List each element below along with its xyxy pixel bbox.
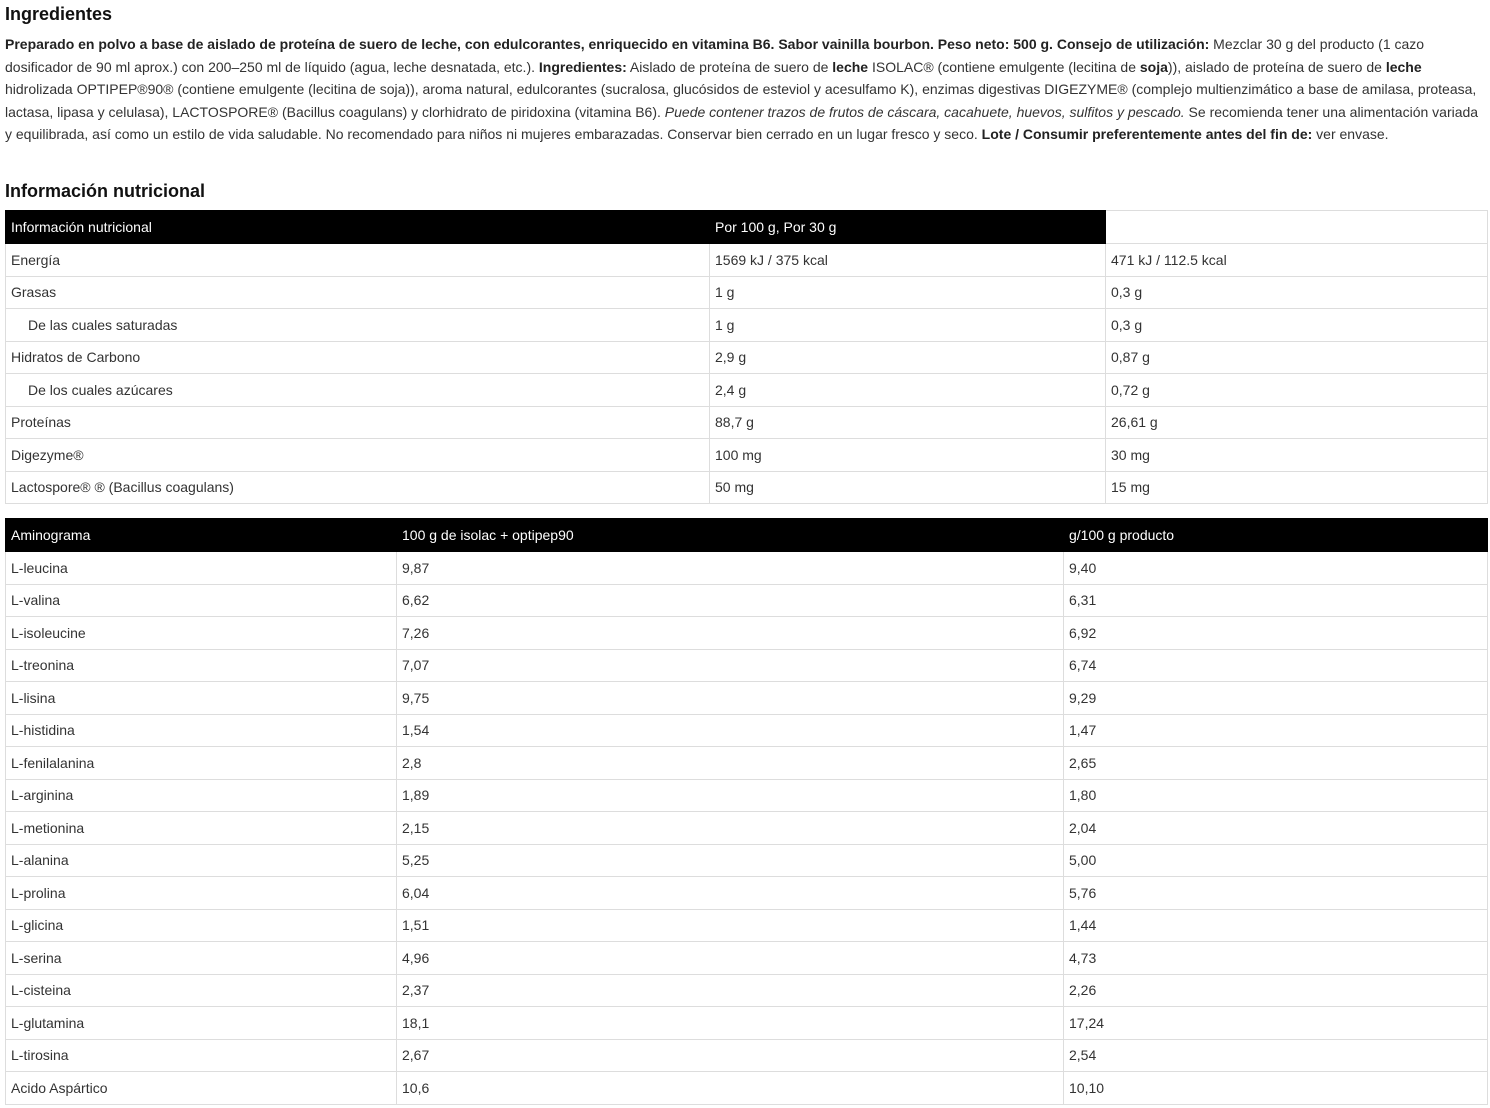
nutrition-header-cell: Información nutricional xyxy=(6,211,710,244)
ingredients-text-segment: Mezclar 30 g del producto (1 cazo dosificador de 90 ml aprox.) con 200–250 ml de líquido (agua, leche desnatada, etc.). xyxy=(5,36,1425,75)
aminogram-row xyxy=(6,714,1488,747)
per-100g-isolac-cell: 1,54 xyxy=(397,714,1064,747)
per-30g-cell: 0,3 g xyxy=(1106,309,1488,342)
per-100g-product-cell: 5,00 xyxy=(1064,844,1488,877)
per-100g-product-cell: 17,24 xyxy=(1064,1007,1488,1040)
nutrition-header-row xyxy=(6,211,1488,244)
per-100g-product-cell: 1,44 xyxy=(1064,909,1488,942)
per-30g-cell: 26,61 g xyxy=(1106,406,1488,439)
per-100g-isolac-cell: 5,25 xyxy=(397,844,1064,877)
amino-acid-name-cell: L-cisteina xyxy=(6,974,397,1007)
ingredients-text-segment: leche xyxy=(1385,58,1422,75)
per-100g-cell: 50 mg xyxy=(710,471,1106,504)
ingredients-text-segment: Lote / Consumir preferentemente antes del fin de: xyxy=(981,126,1313,142)
amino-acid-name-cell: L-isoleucine xyxy=(6,617,397,650)
nutrient-name-cell: De las cuales saturadas xyxy=(6,309,710,342)
amino-acid-name-cell: L-lisina xyxy=(6,682,397,715)
aminogram-row xyxy=(6,942,1488,975)
ingredients-paragraph xyxy=(5,33,1483,146)
aminogram-row xyxy=(6,779,1488,812)
per-100g-product-cell: 2,54 xyxy=(1064,1039,1488,1072)
aminogram-row xyxy=(6,812,1488,845)
per-100g-product-cell: 5,76 xyxy=(1064,877,1488,910)
nutrition-row xyxy=(6,244,1488,277)
per-100g-product-cell: 4,73 xyxy=(1064,942,1488,975)
nutrient-name-cell: Energía xyxy=(6,244,710,277)
per-100g-isolac-cell: 1,51 xyxy=(397,909,1064,942)
per-30g-cell: 30 mg xyxy=(1106,439,1488,472)
ingredients-text-segment: Puede contener trazos de frutos de cáscara, cacahuete, huevos, sulfitos y pescado. xyxy=(664,103,1185,120)
aminogram-row xyxy=(6,844,1488,877)
ingredients-text-segment: Ingredientes: xyxy=(538,58,627,75)
aminogram-row xyxy=(6,877,1488,910)
per-30g-cell: 0,72 g xyxy=(1106,374,1488,407)
aminogram-row xyxy=(6,1072,1488,1105)
per-30g-cell: 0,3 g xyxy=(1106,276,1488,309)
per-30g-cell: 0,87 g xyxy=(1106,341,1488,374)
ingredients-text-segment: Aislado de proteína de suero de xyxy=(626,58,833,75)
nutrition-row xyxy=(6,309,1488,342)
per-100g-isolac-cell: 7,26 xyxy=(397,617,1064,650)
aminogram-row xyxy=(6,649,1488,682)
per-100g-product-cell: 2,65 xyxy=(1064,747,1488,780)
per-100g-isolac-cell: 9,87 xyxy=(397,552,1064,585)
amino-acid-name-cell: L-valina xyxy=(6,584,397,617)
nutrition-header-cell: Por 100 g, Por 30 g xyxy=(710,211,1106,244)
nutrient-name-cell: De los cuales azúcares xyxy=(6,374,710,407)
ingredients-text-segment: Se recomienda tener una alimentación variada y equilibrada, así como un estilo de vida saludable. No recomendado para niños ni mujeres embarazadas. Conservar bien cerrado en un lugar fresco y seco. xyxy=(5,103,1479,142)
amino-acid-name-cell: L-treonina xyxy=(6,649,397,682)
aminogram-row xyxy=(6,747,1488,780)
aminogram-header-cell: g/100 g producto xyxy=(1064,519,1488,552)
nutrient-name-cell: Proteínas xyxy=(6,406,710,439)
aminogram-row xyxy=(6,584,1488,617)
aminogram-row xyxy=(6,682,1488,715)
per-100g-product-cell: 9,40 xyxy=(1064,552,1488,585)
nutrition-heading: Información nutricional xyxy=(5,181,206,201)
per-100g-isolac-cell: 10,6 xyxy=(397,1072,1064,1105)
nutrition-row xyxy=(6,341,1488,374)
amino-acid-name-cell: L-fenilalanina xyxy=(6,747,397,780)
ingredients-text-segment: soja xyxy=(1139,58,1168,75)
per-100g-cell: 1569 kJ / 375 kcal xyxy=(710,244,1106,277)
per-100g-isolac-cell: 6,04 xyxy=(397,877,1064,910)
per-100g-cell: 2,4 g xyxy=(710,374,1106,407)
nutrition-table xyxy=(5,210,1488,504)
ingredients-heading: Ingredientes xyxy=(5,4,113,24)
per-30g-cell: 15 mg xyxy=(1106,471,1488,504)
per-100g-product-cell: 1,80 xyxy=(1064,779,1488,812)
amino-acid-name-cell: L-arginina xyxy=(6,779,397,812)
per-100g-product-cell: 9,29 xyxy=(1064,682,1488,715)
nutrient-name-cell: Grasas xyxy=(6,276,710,309)
amino-acid-name-cell: L-metionina xyxy=(6,812,397,845)
per-100g-isolac-cell: 7,07 xyxy=(397,649,1064,682)
amino-acid-name-cell: L-tirosina xyxy=(6,1039,397,1072)
per-100g-isolac-cell: 18,1 xyxy=(397,1007,1064,1040)
per-100g-isolac-cell: 4,96 xyxy=(397,942,1064,975)
aminogram-row xyxy=(6,617,1488,650)
per-100g-cell: 88,7 g xyxy=(710,406,1106,439)
per-100g-product-cell: 2,04 xyxy=(1064,812,1488,845)
aminogram-header-cell: Aminograma xyxy=(6,519,397,552)
ingredients-text-segment: ver envase. xyxy=(1312,126,1389,142)
amino-acid-name-cell: L-glicina xyxy=(6,909,397,942)
per-100g-cell: 2,9 g xyxy=(710,341,1106,374)
aminogram-table xyxy=(5,518,1488,1105)
nutrition-row xyxy=(6,439,1488,472)
nutrient-name-cell: Digezyme® xyxy=(6,439,710,472)
per-100g-isolac-cell: 1,89 xyxy=(397,779,1064,812)
nutrition-row xyxy=(6,406,1488,439)
amino-acid-name-cell: L-serina xyxy=(6,942,397,975)
nutrition-row xyxy=(6,374,1488,407)
per-100g-isolac-cell: 9,75 xyxy=(397,682,1064,715)
aminogram-header-cell: 100 g de isolac + optipep90 xyxy=(397,519,1064,552)
per-100g-isolac-cell: 6,62 xyxy=(397,584,1064,617)
per-100g-cell: 1 g xyxy=(710,309,1106,342)
per-100g-isolac-cell: 2,15 xyxy=(397,812,1064,845)
aminogram-row xyxy=(6,1007,1488,1040)
nutrition-row xyxy=(6,471,1488,504)
aminogram-row xyxy=(6,974,1488,1007)
per-100g-product-cell: 10,10 xyxy=(1064,1072,1488,1105)
ingredients-text-segment: Preparado en polvo a base de aislado de proteína de suero de leche, con edulcorantes, enriquecido en vitamina B6. Sabor vainilla bourbon. Peso neto: 500 g. Consejo de utilización: xyxy=(5,36,1210,52)
aminogram-row xyxy=(6,1039,1488,1072)
per-100g-isolac-cell: 2,67 xyxy=(397,1039,1064,1072)
ingredients-text-segment: )), aislado de proteína de suero de xyxy=(1167,58,1386,75)
nutrient-name-cell: Hidratos de Carbono xyxy=(6,341,710,374)
amino-acid-name-cell: Acido Aspártico xyxy=(6,1072,397,1105)
aminogram-header-row xyxy=(6,519,1488,552)
aminogram-row xyxy=(6,552,1488,585)
per-30g-cell: 471 kJ / 112.5 kcal xyxy=(1106,244,1488,277)
per-100g-product-cell: 6,74 xyxy=(1064,649,1488,682)
per-100g-isolac-cell: 2,37 xyxy=(397,974,1064,1007)
per-100g-cell: 1 g xyxy=(710,276,1106,309)
per-100g-cell: 100 mg xyxy=(710,439,1106,472)
ingredients-text-segment: leche xyxy=(832,58,869,75)
amino-acid-name-cell: L-glutamina xyxy=(6,1007,397,1040)
per-100g-product-cell: 6,92 xyxy=(1064,617,1488,650)
amino-acid-name-cell: L-prolina xyxy=(6,877,397,910)
nutrient-name-cell: Lactospore® ® (Bacillus coagulans) xyxy=(6,471,710,504)
nutrition-table-body xyxy=(6,244,1488,504)
per-100g-product-cell: 1,47 xyxy=(1064,714,1488,747)
ingredients-text-segment: hidrolizada OPTIPEP®90® (contiene emulgente (lecitina de soja)), aroma natural, edulcorantes (sucralosa, glucósidos de esteviol y acesulfamo K), enzimas digestivas DIGEZYME® (complejo multienzimático a base de amilasa, proteasa, lactasa, lipasa y celulasa), LACTOSPORE® (Bacillus coagulans) y clorhidrato de piridoxina (vitamina B6). xyxy=(5,81,1477,120)
per-100g-product-cell: 2,26 xyxy=(1064,974,1488,1007)
ingredients-text-segment: ISOLAC® (contiene emulgente (lecitina de xyxy=(868,58,1140,75)
nutrition-header-cell xyxy=(1106,211,1488,244)
amino-acid-name-cell: L-leucina xyxy=(6,552,397,585)
amino-acid-name-cell: L-alanina xyxy=(6,844,397,877)
per-100g-product-cell: 6,31 xyxy=(1064,584,1488,617)
aminogram-table-body xyxy=(6,552,1488,1105)
aminogram-row xyxy=(6,909,1488,942)
per-100g-isolac-cell: 2,8 xyxy=(397,747,1064,780)
nutrition-row xyxy=(6,276,1488,309)
amino-acid-name-cell: L-histidina xyxy=(6,714,397,747)
